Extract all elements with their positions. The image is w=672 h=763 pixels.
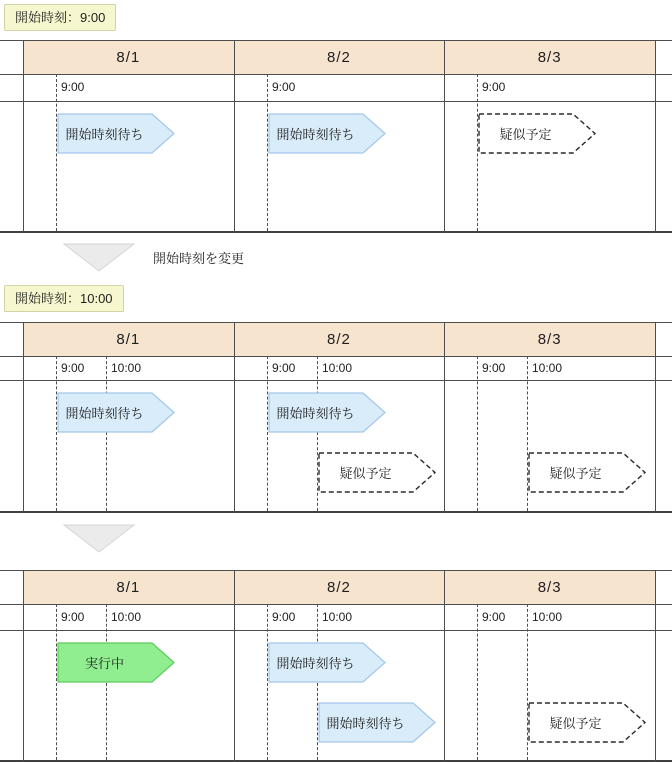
time-label: 9:00: [61, 610, 85, 624]
bar-label: 開始時刻待ち: [326, 716, 405, 731]
time-label: 10:00: [322, 610, 353, 624]
day-header: 8/2: [327, 48, 351, 66]
day-header: 8/1: [116, 330, 141, 348]
bar-pseudo: [528, 702, 646, 743]
bar-waiting: [57, 113, 175, 154]
down-triangle-icon: [63, 524, 135, 553]
time-label: 10:00: [111, 361, 142, 375]
time-label: 10:00: [111, 610, 142, 624]
start-time-label-1: 開始時刻：9:00: [4, 4, 116, 31]
bar-waiting: [268, 642, 386, 683]
table-horizontal-line: [0, 231, 672, 233]
bar-label: 開始時刻待ち: [276, 406, 355, 421]
bar-label: 疑似予定: [549, 716, 602, 731]
time-gridline: [56, 356, 57, 511]
day-header: 8/3: [537, 330, 562, 348]
bar-label: 疑似予定: [339, 466, 392, 481]
time-label: 9:00: [482, 80, 506, 94]
table-horizontal-line: [0, 101, 672, 102]
bar-label: 開始時刻待ち: [65, 127, 144, 142]
bar-label: 開始時刻待ち: [276, 127, 355, 142]
table-horizontal-line: [0, 760, 672, 762]
table-vertical-line: [655, 322, 656, 513]
day-header: 8/1: [116, 578, 141, 596]
time-gridline: [267, 356, 268, 511]
bar-label: 開始時刻待ち: [276, 656, 355, 671]
time-label: 9:00: [272, 361, 296, 375]
table-vertical-line: [655, 570, 656, 762]
time-label: 9:00: [482, 610, 506, 624]
time-label: 10:00: [532, 610, 563, 624]
day-header: 8/3: [537, 578, 562, 596]
bar-waiting: [57, 392, 175, 433]
time-label: 9:00: [482, 361, 506, 375]
time-gridline: [477, 604, 478, 760]
table-vertical-line: [655, 40, 656, 233]
transition-1: [63, 243, 244, 272]
bar-pseudo: [528, 452, 646, 493]
start-time-label-2: 開始時刻：10:00: [4, 285, 124, 312]
transition-label: 開始時刻を変更: [153, 251, 245, 266]
table-horizontal-line: [0, 380, 672, 381]
time-label: 9:00: [61, 80, 85, 94]
table-horizontal-line: [0, 630, 672, 631]
bar-waiting: [268, 392, 386, 433]
time-label: 9:00: [272, 80, 296, 94]
transition-2: [63, 524, 135, 553]
day-header: 8/1: [116, 48, 141, 66]
bar-label: 実行中: [84, 656, 124, 671]
time-gridline: [477, 356, 478, 511]
time-label: 9:00: [272, 610, 296, 624]
time-gridline: [106, 356, 107, 511]
bar-label: 疑似予定: [499, 127, 552, 142]
bar-running: [57, 642, 175, 683]
down-triangle-icon: [63, 243, 135, 272]
bar-pseudo: [478, 113, 596, 154]
table-horizontal-line: [0, 511, 672, 513]
time-label: 10:00: [532, 361, 563, 375]
bar-label: 開始時刻待ち: [65, 406, 144, 421]
day-header: 8/3: [537, 48, 562, 66]
time-label: 10:00: [322, 361, 353, 375]
time-label: 9:00: [61, 361, 85, 375]
day-header: 8/2: [327, 330, 351, 348]
bar-waiting: [318, 702, 436, 743]
bar-pseudo: [318, 452, 436, 493]
table-horizontal-line: [0, 74, 672, 75]
bar-waiting: [268, 113, 386, 154]
day-header: 8/2: [327, 578, 351, 596]
bar-label: 疑似予定: [549, 466, 602, 481]
